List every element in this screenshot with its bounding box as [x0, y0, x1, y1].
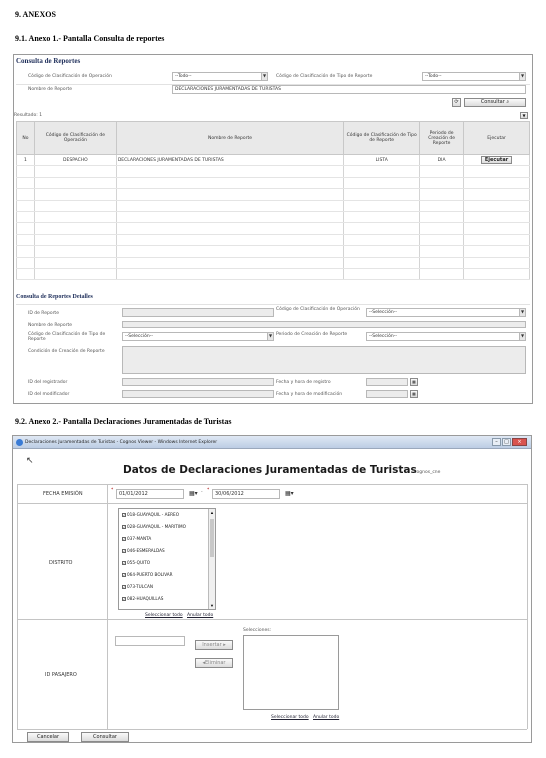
- distrito-label: DISTRITO: [49, 560, 73, 566]
- checkbox-checked-icon: ✓: [123, 549, 126, 553]
- checkbox-checked-icon: ✓: [123, 525, 126, 529]
- report-title: Datos de Declaraciones Juramentadas de Turistas: [123, 464, 417, 476]
- table-row: 1 DESPACHO DECLARACIONES JURAMENTADAS DE TURISTAS LISTA DIA Ejecutar: [17, 155, 530, 166]
- col-periodo: Periodo de Creación de Reporte: [420, 122, 464, 155]
- eliminar-button[interactable]: ◂Eliminar: [195, 658, 233, 668]
- list-item[interactable]: ✓055-QUITO: [123, 560, 151, 565]
- cod-clasif-op-label: Código de Clasificación de Operación: [276, 307, 360, 312]
- chevron-down-icon: ▼: [262, 73, 267, 78]
- clasif-tipo-select[interactable]: --Todo-- ▼: [422, 72, 526, 81]
- chevron-down-icon: ▼: [520, 309, 525, 314]
- resultado-label: Resultado: 1: [14, 113, 43, 118]
- col-clasif-op: Código de Clasificación de Operación: [34, 122, 116, 155]
- calendar-icon[interactable]: ▦: [410, 390, 418, 398]
- cod-tipo-select[interactable]: --Selección-- ▼: [122, 332, 274, 341]
- consulta-title: Consulta de Reportes: [16, 57, 81, 65]
- scroll-down-icon[interactable]: ▼: [210, 603, 214, 608]
- distrito-listbox[interactable]: [118, 508, 216, 610]
- chevron-down-icon: ▼: [520, 73, 525, 78]
- ie-icon: [16, 439, 23, 446]
- checkbox-checked-icon: ✓: [123, 561, 126, 565]
- detalles-title: Consulta de Reportes Detalles: [16, 294, 93, 300]
- table-row: [17, 268, 530, 279]
- calendar-icon[interactable]: ▦▾: [189, 490, 198, 497]
- registrador-input[interactable]: [122, 378, 274, 386]
- clasif-tipo-label: Código de Clasificación de Tipo de Reporte: [276, 74, 373, 79]
- distrito-clear-all-link[interactable]: Anular todo: [187, 613, 214, 618]
- checkbox-checked-icon: ✓: [123, 585, 126, 589]
- nombre-input[interactable]: DECLARACIONES JURAMENTADAS DE TURISTAS: [172, 85, 526, 94]
- calendar-icon[interactable]: ▦▾: [285, 490, 294, 497]
- selecciones-label: Selecciones:: [243, 628, 272, 633]
- clasif-op-select[interactable]: --Todo-- ▼: [172, 72, 268, 81]
- periodo-select[interactable]: --Selección-- ▼: [366, 332, 526, 341]
- id-reporte-input[interactable]: [122, 308, 274, 317]
- fecha-emision-label: FECHA EMISIÓN: [43, 491, 83, 497]
- table-row: [17, 246, 530, 257]
- chevron-down-icon: ▼: [520, 333, 525, 338]
- pasajero-select-all-link[interactable]: Seleccionar todo: [271, 715, 309, 720]
- maximize-button[interactable]: □: [502, 438, 511, 446]
- clasif-op-label: Código de Clasificación de Operación: [28, 74, 112, 79]
- cancelar-button[interactable]: Cancelar: [27, 732, 69, 742]
- mouse-cursor-icon: ↖: [26, 455, 34, 465]
- list-item[interactable]: ✓018-GUAYAQUIL - AEREO: [123, 512, 179, 517]
- consultar-report-button[interactable]: Consultar: [81, 732, 129, 742]
- registrador-label: ID del registrador: [28, 380, 68, 385]
- checkbox-checked-icon: ✓: [123, 573, 126, 577]
- periodo-label: Periodo de Creación de Reporte: [276, 332, 348, 337]
- chevron-down-icon: ▼: [268, 333, 273, 338]
- nombre-reporte-label: Nombre de Reporte: [28, 323, 73, 328]
- annex1-heading: 9.1. Anexo 1.- Pantalla Consulta de reportes: [15, 34, 165, 43]
- close-button[interactable]: ×: [512, 438, 527, 446]
- nombre-label: Nombre de Reporte: [28, 87, 73, 92]
- table-row: [17, 189, 530, 200]
- table-row: [17, 200, 530, 211]
- col-nombre: Nombre de Reporte: [116, 122, 343, 155]
- fecha-registro-input[interactable]: [366, 378, 408, 386]
- list-item[interactable]: ✓037-MANTA: [123, 536, 152, 541]
- table-row: [17, 177, 530, 188]
- col-clasif-tipo: Código de Clasificación de Tipo de Reporte: [344, 122, 420, 155]
- fecha-registro-label: Fecha y hora de registro: [276, 380, 331, 385]
- nombre-reporte-input[interactable]: [122, 321, 526, 328]
- search-icon: ⌕: [506, 99, 510, 105]
- report-title-suffix: - cognos_cne: [411, 470, 441, 475]
- table-row: [17, 234, 530, 245]
- checkbox-checked-icon: ✓: [123, 537, 126, 541]
- distrito-select-all-link[interactable]: Seleccionar todo: [145, 613, 183, 618]
- cognos-window: Declaraciones Juramentadas de Turistas - Cognos Viewer - Windows Internet Explorer – □ × ↖ Datos de Declaraciones Juramentadas de Turistas - cognos_cne FECHA EMISIÓN * 01/01/2012 ▦▾ - * 30/06/2012 ▦▾ DISTRITO ✓018-GUAYAQUIL - AEREO ✓028-GUAYAQUIL - MARITIMO ✓037-MANTA ✓046-ESMERALDAS ✓055-QUITO ✓064-PUERTO BOLIVAR ✓073-TULCAN ✓082-HUAQUILLAS ▲ ▼ Seleccionar todo Anular todo ID PASAJERO Insertar ▸ ◂Eliminar Selecciones: Seleccionar todo Anular todo Cancelar Consultar: [12, 435, 532, 743]
- list-item[interactable]: ✓064-PUERTO BOLIVAR: [123, 572, 173, 577]
- list-item[interactable]: ✓046-ESMERALDAS: [123, 548, 165, 553]
- ejecutar-button[interactable]: Ejecutar: [481, 156, 512, 164]
- condicion-label: Condición de Creación de Reporte: [28, 349, 105, 354]
- consultar-button[interactable]: Consultar ⌕: [464, 98, 526, 107]
- consulta-reportes-screen: [13, 54, 533, 404]
- section-heading: 9. ANEXOS: [15, 10, 56, 19]
- fecha-mod-input[interactable]: [366, 390, 408, 398]
- col-ejecutar: Ejecutar: [464, 122, 530, 155]
- annex2-heading: 9.2. Anexo 2.- Pantalla Declaraciones Juramentadas de Turistas: [15, 417, 232, 426]
- calendar-icon[interactable]: ▦: [410, 378, 418, 386]
- condicion-textarea[interactable]: [122, 346, 526, 374]
- list-item[interactable]: ✓082-HUAQUILLAS: [123, 596, 164, 601]
- scroll-up-icon[interactable]: ▲: [210, 510, 214, 515]
- selecciones-listbox[interactable]: [243, 635, 339, 710]
- scrollbar[interactable]: [208, 509, 215, 609]
- id-pasajero-label: ID PASAJERO: [45, 672, 77, 678]
- fecha-mod-label: Fecha y hora de modificación: [276, 392, 343, 397]
- table-row: [17, 223, 530, 234]
- modificador-label: ID del modificador: [28, 392, 70, 397]
- id-reporte-label: ID de Reporte: [28, 311, 59, 316]
- window-titlebar: Declaraciones Juramentadas de Turistas - Cognos Viewer - Windows Internet Explorer – □ ×: [13, 436, 531, 449]
- cod-tipo-label: Código de Clasificación de Tipo de Reporte: [28, 332, 106, 342]
- list-item[interactable]: ✓073-TULCAN: [123, 584, 153, 589]
- table-row: [17, 166, 530, 177]
- fecha-hasta-input[interactable]: 30/06/2012: [212, 489, 280, 499]
- chevron-down-icon[interactable]: ▼: [520, 112, 528, 119]
- pasajero-input[interactable]: [115, 636, 185, 646]
- results-table: [16, 121, 530, 280]
- insertar-button[interactable]: Insertar ▸: [195, 640, 233, 650]
- modificador-input[interactable]: [122, 390, 274, 398]
- table-row: [17, 257, 530, 268]
- refresh-icon[interactable]: ⟳: [452, 98, 461, 107]
- fecha-desde-input[interactable]: 01/01/2012: [116, 489, 184, 499]
- list-item[interactable]: ✓028-GUAYAQUIL - MARITIMO: [123, 524, 186, 529]
- checkbox-checked-icon: ✓: [123, 513, 126, 517]
- table-row: [17, 211, 530, 222]
- pasajero-clear-all-link[interactable]: Anular todo: [313, 715, 340, 720]
- checkbox-checked-icon: ✓: [123, 597, 126, 601]
- col-no: No: [17, 122, 35, 155]
- scroll-thumb[interactable]: [210, 519, 214, 557]
- minimize-button[interactable]: –: [492, 438, 501, 446]
- cod-clasif-op-select[interactable]: --Selección-- ▼: [366, 308, 526, 317]
